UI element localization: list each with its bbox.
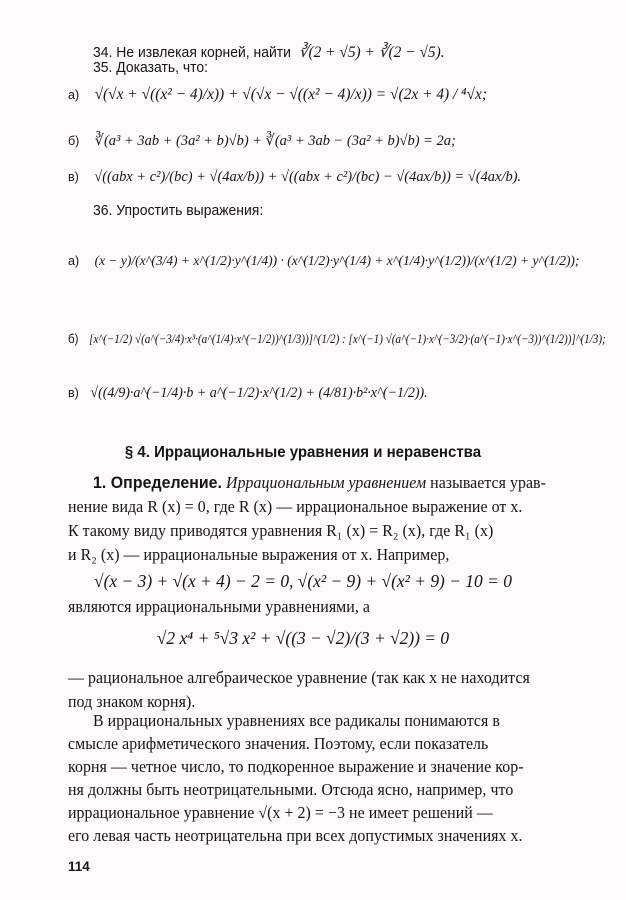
item-label: а) (68, 87, 80, 102)
formula: ∛(a³ + 3ab + (3a² + b)√b) + ∛(a³ + 3ab − (3a² + b)√b) = 2a; (94, 133, 456, 149)
formula: [x^(−1/2) √(a^(−3/4)·x³·(a^(1/4)·x^(−1/2))^(1/3))]^(1/2) : [x^(−1) √(a^(−1)·x^(−3/2)·(a^(−1)·x^(−3))^(1/2))]^(1/3); (89, 332, 606, 346)
paragraph-4-line-4: ня должны быть неотрицательными. Отсюда ясно, например, что (68, 780, 514, 799)
paragraph-4-line-3: корня — четное число, то подкоренное выражение и значение кор- (68, 757, 524, 776)
paragraph-4-line-6: его левая часть неотрицательна при всех допустимых значениях x. (68, 826, 523, 845)
problem-34-expression: ∛(2 + √5) + ∛(2 − √5). (298, 44, 445, 61)
problem-35-heading: 35. Доказать, что: (93, 60, 209, 76)
problem-36a (68, 252, 606, 270)
example-equations-irrational: √(x − 3) + √(x + 4) − 2 = 0, √(x² − 9) + √(x² + 9) − 10 = 0 (94, 571, 512, 591)
formula: √(√x + √((x² − 4)/x)) + √(√x − √((x² − 4)/x)) = √(2x + 4) / ⁴√x; (94, 86, 487, 103)
problem-36-heading: 36. Упростить выражения: (93, 203, 264, 219)
item-label: б) (68, 331, 79, 346)
problem-34 (93, 42, 606, 62)
paragraph-4-line-5: иррациональное уравнение √(x + 2) = −3 не имеет решений — (68, 803, 493, 822)
item-label: а) (68, 253, 80, 268)
paragraph-3-line-2: под знаком корня). (68, 692, 196, 711)
definition-line-3: К такому виду приводятся уравнения R₁ (x) = R₂ (x), где R₁ (x) (68, 521, 494, 540)
problem-35c (68, 168, 606, 186)
paragraph-4-line-2: смысле арифметического значения. Поэтому, если показатель (68, 734, 489, 753)
problem-36c (68, 384, 606, 402)
section-title: § 4. Иррациональные уравнения и неравенства (124, 444, 482, 461)
paragraph-2: являются иррациональными уравнениями, а (68, 597, 371, 616)
problem-36b (68, 330, 606, 348)
problem-34-text: 34. Не извлекая корней, найти (93, 45, 291, 61)
formula: √((abx + c²)/(bc) + √(4ax/b)) + √((abx + c²)/(bc) − √(4ax/b)) = √(4ax/b). (94, 169, 522, 185)
item-label: в) (68, 385, 79, 400)
definition-line-2: нение вида R (x) = 0, где R (x) — иррациональное выражение от x. (68, 497, 523, 516)
paragraph-4-line-1: В иррациональных уравнениях все радикалы понимаются в (93, 711, 500, 730)
item-label: б) (68, 133, 80, 148)
problem-35b (68, 131, 606, 150)
definition-term: Иррациональным уравнением (226, 473, 427, 492)
definition-text: называется урав- (426, 473, 546, 492)
page-number: 114 (68, 858, 90, 874)
paragraph-3-line-1: — рациональное алгебраическое уравнение (так как x не находится (68, 668, 530, 687)
definition-heading: 1. Определение. (93, 474, 223, 492)
formula: (x − y)/(x^(3/4) + x^(1/2)·y^(1/4)) · (x^(1/2)·y^(1/4) + x^(1/4)·y^(1/2))/(x^(1/2) + y^(1/2)); (94, 254, 580, 269)
definition-line-1 (93, 473, 606, 493)
example-equation-rational: √2 x⁴ + ⁵√3 x² + √((3 − √2)/(3 + √2)) = 0 (156, 628, 450, 648)
item-label: в) (68, 169, 79, 184)
formula: √((4/9)·a^(−1/4)·b + a^(−1/2)·x^(1/2) + (4/81)·b²·x^(−1/2)). (90, 385, 428, 401)
definition-line-4: и R₂ (x) — иррациональные выражения от x. Например, (68, 545, 450, 564)
problem-35a (68, 86, 606, 104)
